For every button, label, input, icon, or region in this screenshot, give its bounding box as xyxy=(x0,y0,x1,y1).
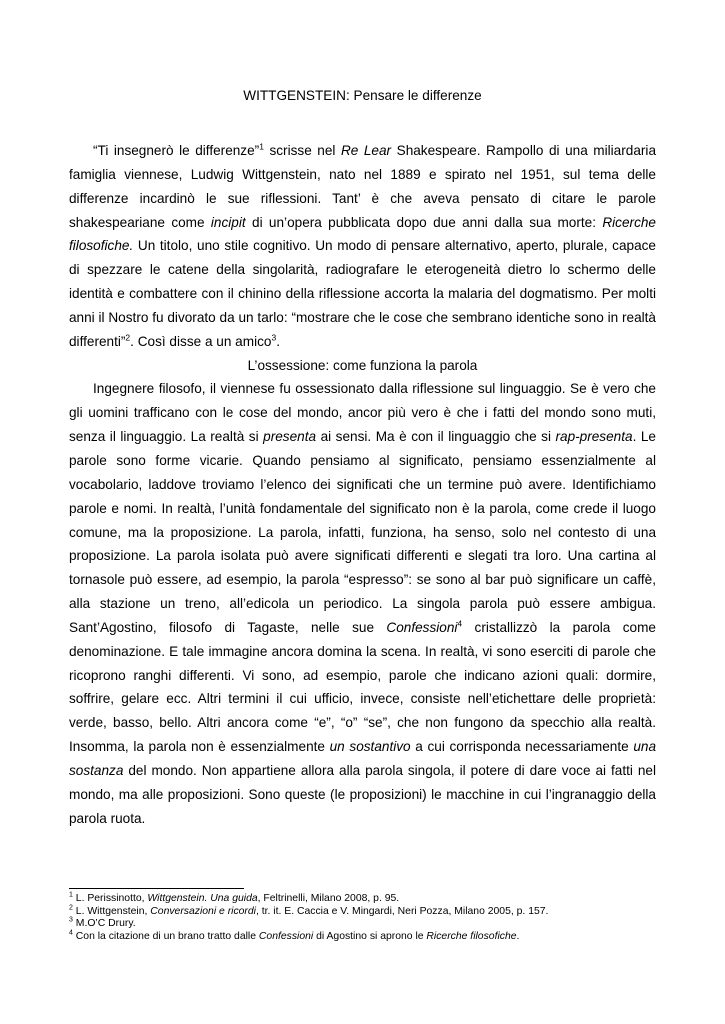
text-run: “Ti insegnerò le differenze” xyxy=(93,143,260,158)
paragraph-intro xyxy=(69,139,656,354)
footnote-text: Con la citazione di un brano tratto dalle xyxy=(72,930,259,942)
italic-run: una sostanza xyxy=(69,739,657,778)
footnote-text: , Feltrinelli, Milano 2008, p. 95. xyxy=(257,893,400,904)
text-run: ai sensi. Ma è con il linguaggio che si xyxy=(316,429,556,445)
italic-run: Confessioni xyxy=(386,619,458,635)
footnote-ref-3[interactable]: 3 xyxy=(271,332,277,343)
footnote-number: 2 xyxy=(69,904,73,912)
italic-run: Re Lear xyxy=(340,143,392,158)
footnote-ref-2[interactable]: 2 xyxy=(125,332,131,343)
text-run: Ingegnere filosofo, il viennese fu ossessionato dalla riflessione sul linguaggio. Se è vero che gli uomini trafficano con le cose del mondo, ancor più vero è che i fatti del mondo sono muti, senza il linguaggio. La realtà si xyxy=(69,381,656,445)
footnote-italic: Conversazioni e ricordi xyxy=(150,905,256,917)
text-run: Shakespeare. Rampollo di una miliardaria famiglia viennese, Ludwig Wittgenstein, nato nel 1889 e spirato nel 1951, sul tema delle differenze incardinò le sue riflessioni. Tant’ è che aveva pensato di citare le parole shakespeariane come xyxy=(69,143,657,230)
footnote xyxy=(69,931,669,944)
italic-run: Ricerche filosofiche. xyxy=(69,214,656,254)
footnote-text: M.O’C Drury. xyxy=(72,918,136,930)
text-run: a cui corrisponda necessariamente xyxy=(410,739,634,755)
footnote-number: 4 xyxy=(69,929,73,937)
page-title: WITTGENSTEIN: Pensare le differenze xyxy=(243,88,482,103)
footnote xyxy=(69,918,669,931)
footnote xyxy=(69,893,669,906)
text-run: . Le parole sono forme vicarie. Quando pensiamo al significato, pensiamo essenzialmente al vocabolario, laddove troviamo l’elenco dei significati che un termine può avere. Identifichiamo parole e nomi. In realtà, l’unità fondamentale del significato non è la parola, come crede il luogo comune, ma la proposizione. La parola, infatti, funziona, ha senso, solo nel contesto di una proposizione. La parola isolata può avere significati differenti e slegati tra loro. Una cartina al tornasole può essere, ad esempio, la parola “espresso”: se sono al bar può significare un caffè, alla stazione un treno, all’edicola un periodico. La singola parola può essere ambigua. Sant’Agostino, filosofo di Tagaste, nelle sue xyxy=(69,429,656,635)
italic-run: un sostantivo xyxy=(329,739,411,755)
text-run: del mondo. Non appartiene allora alla parola singola, il potere di dare voce ai fatti nel mondo, ma alle proposizioni. Sono queste (le proposizioni) le macchine in cui l’ingranaggio della parola ruota. xyxy=(69,762,656,826)
footnote-ref-1[interactable]: 1 xyxy=(259,141,264,152)
footnote-text: . xyxy=(516,930,520,942)
footnote-text: L. Wittgenstein, xyxy=(72,905,151,917)
italic-run: incipit xyxy=(210,214,246,230)
footnote-text: , tr. it. E. Caccia e V. Mingardi, Neri Pozza, Milano 2005, p. 157. xyxy=(255,905,549,917)
text-run: cristallizzò la parola come denominazione. E tale immagine ancora domina la scena. In realtà, vi sono eserciti di parole che ricoprono ranghi differenti. Vi sono, ad esempio, parole che indicano azioni quali: dormire, soffrire, gelare ecc. Altri termini il cui ufficio, invece, consiste nell’etichettare delle proprietà: verde, basso, bello. Altri ancora come “e”, “o” “se”, che non fungono da specchio alla realtà. Insomma, la parola non è essenzialmente xyxy=(69,619,656,755)
footnote-text: L. Perissinotto, xyxy=(72,893,148,904)
footnote xyxy=(69,906,669,919)
italic-run: presenta xyxy=(263,429,317,445)
footnote-separator xyxy=(69,888,244,889)
footnote-number: 1 xyxy=(69,891,73,899)
footnote-number: 3 xyxy=(69,916,73,924)
footnote-text: di Agostino si aprono le xyxy=(313,930,427,942)
footnote-italic: Wittgenstein. Una guida xyxy=(147,893,258,904)
italic-run: rap-presenta xyxy=(555,429,633,445)
section-heading: L’ossessione: come funziona la parola xyxy=(247,357,478,373)
text-run: . Così disse a un amico xyxy=(130,333,272,349)
paragraph-language xyxy=(69,377,656,830)
text-run: scrisse nel xyxy=(263,143,341,158)
document-body xyxy=(69,139,656,830)
footnote-ref-4[interactable]: 4 xyxy=(457,618,463,629)
footnote-italic: Ricerche filosofiche xyxy=(426,930,517,942)
text-run: di un’opera pubblicata dopo due anni dalla sua morte: xyxy=(245,214,603,230)
footnotes xyxy=(69,893,669,943)
footnote-italic: Confessioni xyxy=(258,930,314,942)
text-run: Un titolo, uno stile cognitivo. Un modo di pensare alternativo, aperto, plurale, capace di spezzare le catene della singolarità, radiografare le eterogeneità dietro lo schermo delle identità e combattere con il chinino della riflessione accorta la malaria del dogmatismo. Per molti anni il Nostro fu divorato da un tarlo: “mostrare che le cose che sembrano identiche sono in realtà differenti” xyxy=(69,238,656,349)
text-run: . xyxy=(276,333,280,349)
